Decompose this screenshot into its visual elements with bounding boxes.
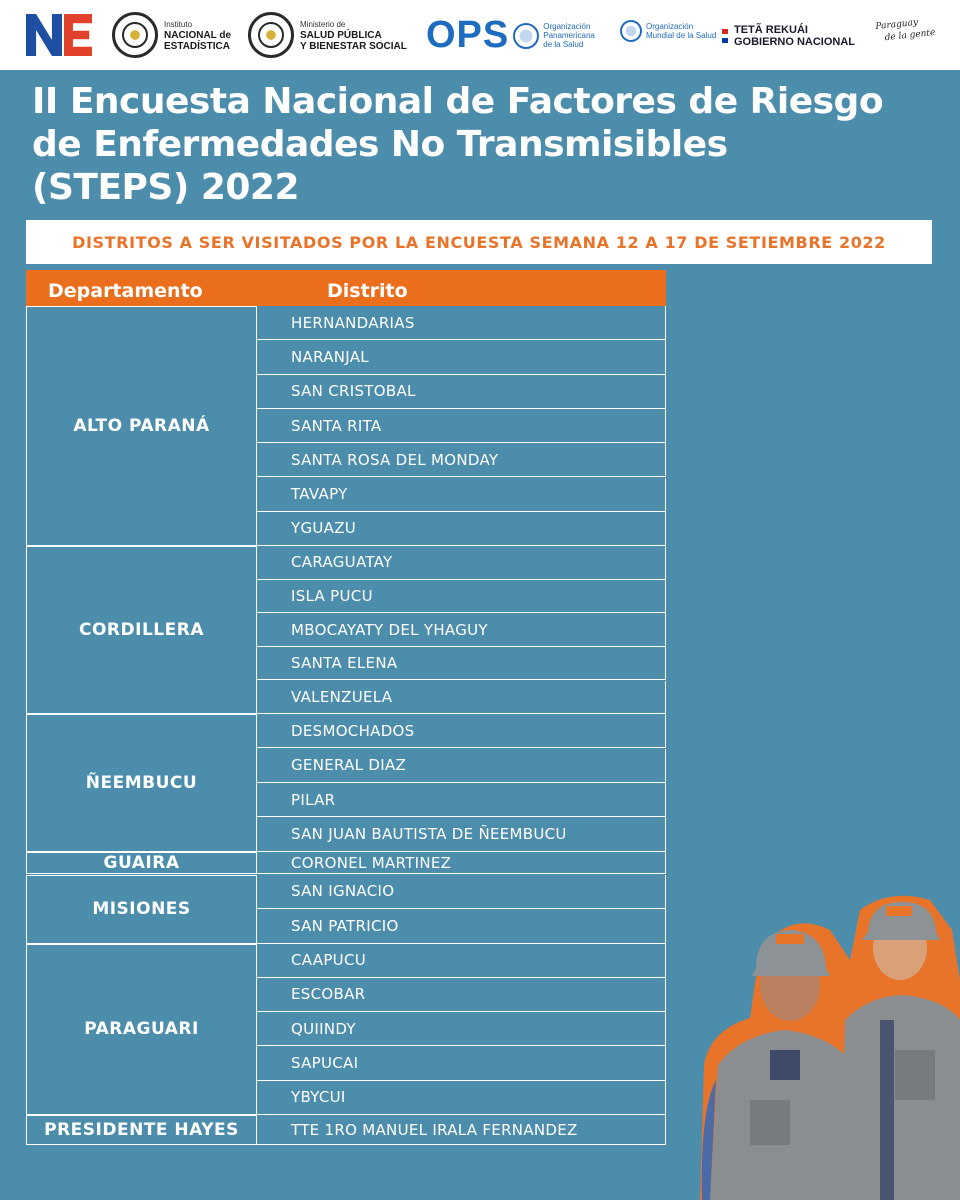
district-cell: MBOCAYATY DEL YHAGUY bbox=[257, 613, 666, 647]
oms-logo bbox=[616, 20, 716, 42]
district-cell: ESCOBAR bbox=[257, 978, 666, 1012]
district-cell: SAN JUAN BAUTISTA DE ÑEEMBUCU bbox=[257, 817, 666, 851]
district-cell: TAVAPY bbox=[257, 478, 666, 512]
district-cell: SAN CRISTOBAL bbox=[257, 375, 666, 409]
gov-line-1: TETÃ REKUÁI bbox=[734, 24, 808, 36]
ops-wordmark: OPS bbox=[426, 14, 510, 56]
ops-line-3: de la Salud bbox=[543, 40, 584, 49]
mspbs-logo bbox=[248, 12, 407, 58]
title-line-1: II Encuesta Nacional de Factores de Riesgo bbox=[32, 81, 884, 122]
ine-n-shape bbox=[26, 14, 62, 56]
gobierno-logo bbox=[722, 24, 855, 48]
logo-bar bbox=[0, 0, 960, 70]
district-cell: DESMOCHADOS bbox=[257, 714, 666, 748]
department-cell: CORDILLERA bbox=[26, 546, 257, 714]
district-cell: GENERAL DIAZ bbox=[257, 749, 666, 783]
header-distrito: Distrito bbox=[327, 280, 408, 302]
department-cell: PARAGUARI bbox=[26, 944, 257, 1116]
department-cell: ÑEEMBUCU bbox=[26, 714, 257, 852]
district-cell: CAAPUCU bbox=[257, 944, 666, 978]
ine-line-3: ESTADÍSTICA bbox=[164, 40, 230, 52]
district-cell: PILAR bbox=[257, 783, 666, 817]
department-cell: PRESIDENTE HAYES bbox=[26, 1115, 257, 1145]
district-cell: CARAGUATAY bbox=[257, 546, 666, 580]
district-cell: NARANJAL bbox=[257, 340, 666, 374]
title-line-2: de Enfermedades No Transmisibles bbox=[32, 124, 728, 165]
gov-line-2: GOBIERNO NACIONAL bbox=[734, 36, 855, 48]
page-title bbox=[32, 80, 942, 209]
ine-e-shape bbox=[64, 14, 92, 56]
who-emblem-icon bbox=[620, 20, 642, 42]
mspbs-line-3: Y BIENESTAR SOCIAL bbox=[300, 40, 407, 52]
district-cell: YBYCUI bbox=[257, 1081, 666, 1115]
oms-line-1: Organización bbox=[646, 22, 694, 31]
district-cell: SAPUCAI bbox=[257, 1046, 666, 1080]
paho-globe-icon bbox=[513, 23, 539, 49]
national-seal-icon bbox=[112, 12, 158, 58]
oms-line-2: Mundial de la Salud bbox=[646, 31, 717, 40]
mspbs-line-1: Ministerio de bbox=[300, 19, 346, 29]
script-line-1: Paraguay bbox=[875, 17, 919, 33]
district-cell: YGUAZU bbox=[257, 512, 666, 546]
ops-line-1: Organización bbox=[543, 22, 591, 31]
department-cell: GUAIRA bbox=[26, 852, 257, 875]
ine-logo bbox=[112, 12, 231, 58]
district-cell: SAN IGNACIO bbox=[257, 875, 666, 910]
table-header bbox=[26, 270, 666, 306]
ine-logo-mark bbox=[26, 14, 92, 56]
ops-line-2: Panamericana bbox=[543, 31, 595, 40]
district-cell: SAN PATRICIO bbox=[257, 909, 666, 944]
header-departamento: Departamento bbox=[48, 280, 203, 302]
mspbs-line-2: SALUD PÚBLICA bbox=[300, 29, 382, 41]
district-cell: TTE 1RO MANUEL IRALA FERNANDEZ bbox=[257, 1115, 666, 1145]
script-line-2: de la gente bbox=[884, 27, 936, 44]
district-cell: HERNANDARIAS bbox=[257, 306, 666, 340]
district-cell: SANTA RITA bbox=[257, 409, 666, 443]
district-cell: VALENZUELA bbox=[257, 681, 666, 715]
flag-icon bbox=[722, 29, 728, 43]
subtitle-banner bbox=[26, 220, 932, 264]
subtitle-text: DISTRITOS A SER VISITADOS POR LA ENCUESTA SEMANA 12 A 17 DE SETIEMBRE 2022 bbox=[72, 232, 886, 252]
ine-line-2: NACIONAL de bbox=[164, 29, 232, 41]
surveyors-photo bbox=[690, 890, 960, 1200]
district-cell: CORONEL MARTINEZ bbox=[257, 852, 666, 875]
paraguay-script-logo bbox=[876, 18, 935, 42]
department-cell: ALTO PARANÁ bbox=[26, 306, 257, 546]
district-cell: ISLA PUCU bbox=[257, 580, 666, 614]
ine-line-1: Instituto bbox=[164, 19, 193, 29]
district-cell: QUIINDY bbox=[257, 1012, 666, 1046]
ministry-seal-icon bbox=[248, 12, 294, 58]
ops-logo bbox=[426, 14, 595, 57]
department-cell: MISIONES bbox=[26, 875, 257, 944]
district-cell: SANTA ROSA DEL MONDAY bbox=[257, 443, 666, 477]
district-cell: SANTA ELENA bbox=[257, 647, 666, 681]
title-line-3: (STEPS) 2022 bbox=[32, 167, 300, 208]
